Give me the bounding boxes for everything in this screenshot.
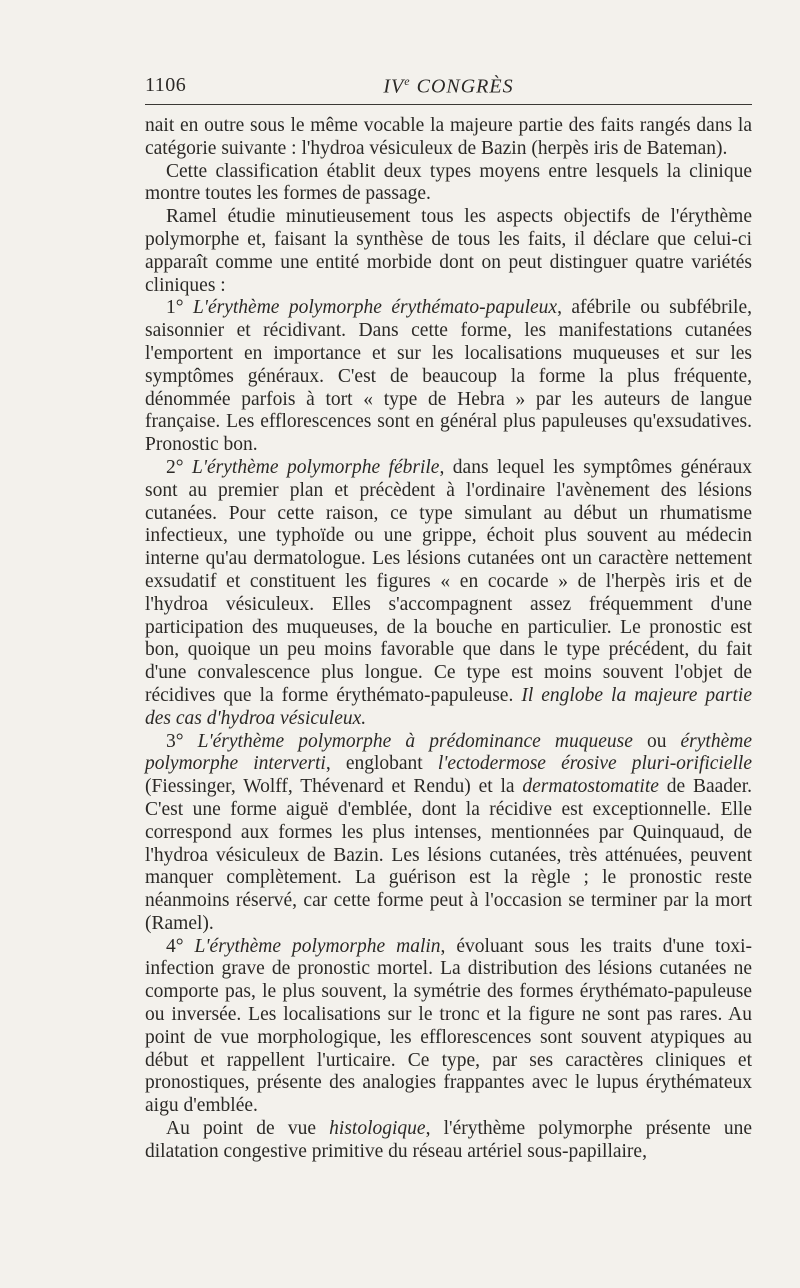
- paragraph: [145, 936, 752, 1118]
- italic-term: dermatostomatite: [522, 776, 659, 798]
- running-head-prefix: IV: [383, 75, 405, 98]
- body-text: [145, 115, 752, 1164]
- italic-term: L'érythème polymorphe fébrile: [192, 456, 440, 478]
- italic-term: histologique: [329, 1118, 426, 1140]
- running-head-suffix: CONGRÈS: [410, 75, 514, 98]
- italic-term: L'érythème polymorphe à prédominance muqueuse: [197, 730, 633, 752]
- paragraph: [145, 297, 752, 457]
- text-run: Au point de vue: [166, 1118, 330, 1140]
- text-run: 1°: [166, 297, 193, 319]
- paragraph: [145, 457, 752, 731]
- running-head: [145, 74, 752, 99]
- paragraph: [145, 115, 752, 161]
- text-run: ou: [632, 730, 681, 752]
- italic-term: L'érythème polymorphe érythémato-papuleux: [192, 297, 558, 319]
- italic-term: érythème polymorphe interverti: [145, 730, 752, 775]
- text-run: , l'érythème polymorphe présente une dilatation congestive primitive du réseau artériel sous-papillaire,: [145, 1118, 752, 1162]
- page-header: [145, 74, 752, 102]
- text-run: Ramel étudie minutieusement tous les aspects objectifs de l'érythème polymorphe et, faisant la synthèse de tous les faits, il déclare que celui-ci apparaît comme une entité morbide dont on peut distinguer quatre variétés cliniques :: [145, 206, 752, 296]
- italic-term: L'érythème polymorphe malin: [194, 935, 441, 957]
- paragraph: [145, 1118, 752, 1164]
- paragraph: [145, 731, 752, 936]
- header-rule: [145, 104, 752, 105]
- page-number: 1106: [145, 74, 187, 96]
- text-run: de Baader. C'est une forme aiguë d'emblée, dont la récidive est exceptionnelle. Elle correspond aux formes les plus intenses, mentionnées par Quinquaud, de l'hydroa vésiculeux de Bazin. Les lésions cutanées, très atténuées, peuvent manquer complètement. La guérison est la règle ; le pronostic reste néanmoins réservé, car cette forme peut à l'occasion se terminer par la mort (Ramel).: [145, 776, 752, 934]
- text-run: nait en outre sous le même vocable la majeure partie des faits rangés dans la catégorie suivante : l'hydroa vésiculeux de Bazin (herpès iris de Bateman).: [145, 115, 752, 159]
- running-head-sup: e: [404, 74, 411, 88]
- text-run: 3°: [166, 730, 198, 752]
- text-run: 4°: [166, 935, 195, 957]
- text-run: (Fiessinger, Wolff, Thévenard et Rendu) et la: [145, 776, 523, 798]
- italic-sentence: Il englobe la majeure partie des cas d'hydroa vésiculeux.: [145, 684, 752, 729]
- paragraph: [145, 161, 752, 207]
- paragraph: [145, 206, 752, 297]
- italic-term: l'ectodermose érosive pluri-orificielle: [437, 753, 752, 775]
- text-run: 2°: [166, 456, 193, 478]
- text-run: , afébrile ou subfébrile, saisonnier et récidivant. Dans cette forme, les manifestations cutanées l'emportent en importance et sur les localisations muqueuses et sur les symptômes généraux. C'est de beaucoup la forme la plus fréquente, dénommée parfois à tort « type de Hebra » par les auteurs de langue française. Les efflorescences sont en général plus papuleuses qu'exsudatives. Pronostic bon.: [145, 297, 752, 456]
- text-run: , évoluant sous les traits d'une toxi-infection grave de pronostic mortel. La distribution des lésions cutanées ne comporte pas, le plus souvent, la symétrie des formes érythémato-papuleuse ou inversée. Les localisations sur le tronc et la figure ne sont pas rares. Au point de vue morphologique, les efflorescences sont souvent atypiques au début et rappellent l'urticaire. Ce type, par ses caractères cliniques et pronostiques, présente des analogies frappantes avec le lupus érythémateux aigu d'emblée.: [145, 935, 752, 1117]
- text-run: Cette classification établit deux types moyens entre lesquels la clinique montre toutes les formes de passage.: [145, 160, 752, 205]
- text-run: , dans lequel les symptômes généraux sont au premier plan et précèdent à l'ordinaire l'avènement des lésions cutanées. Pour cette raison, ce type simulant au début un rhumatisme infectieux, une typhoïde ou une grippe, échoit plus souvent au médecin interne qu'au dermatologue. Les lésions cutanées ont un caractère nettement exsudatif et constituent les figures « en cocarde » de l'herpès iris et de l'hydroa vésiculeux. Elles s'accompagnent assez fréquemment d'une participation des muqueuses, de la bouche en particulier. Le pronostic est bon, quoique un peu moins favorable que dans le type précédent, du fait d'une convalescence plus longue. Ce type est moins souvent l'objet de récidives que la forme érythémato-papuleuse.: [145, 456, 752, 706]
- text-run: , englobant: [325, 753, 438, 775]
